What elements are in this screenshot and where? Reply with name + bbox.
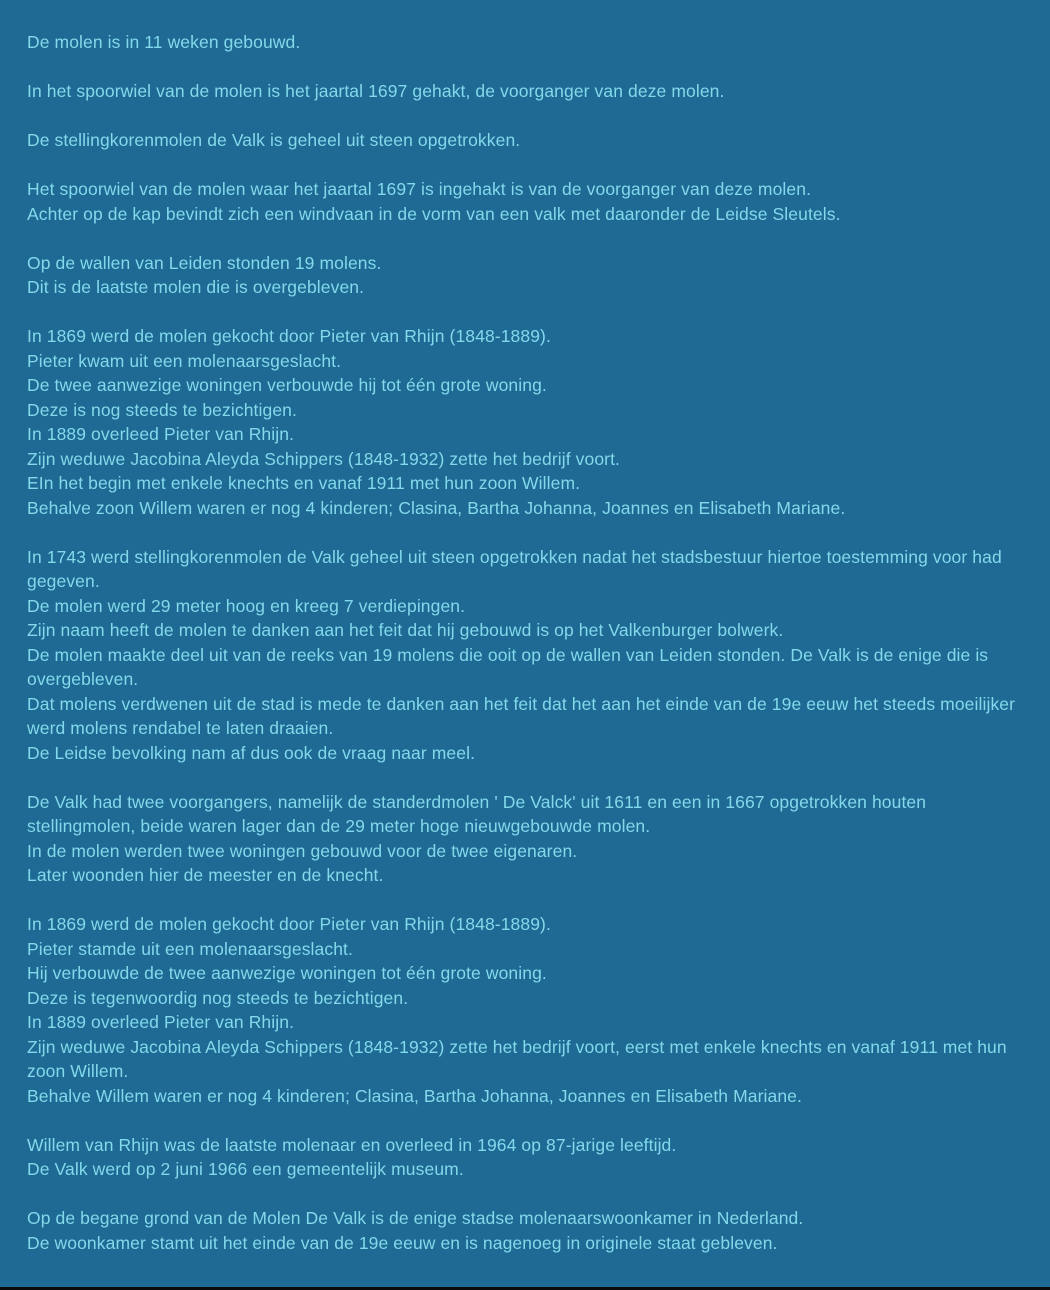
paragraph (27, 1206, 1023, 1255)
text-line: Dat molens verdwenen uit de stad is mede te danken aan het feit dat het aan het einde van de 19e eeuw het steeds moeilijker werd molens rendabel te laten draaien. (27, 693, 1016, 738)
text-line: De molen is in 11 weken gebouwd. (27, 32, 301, 52)
text-line: Deze is nog steeds te bezichtigen. (27, 399, 297, 420)
text-line: Behalve Willem waren er nog 4 kinderen; Clasina, Bartha Johanna, Joannes en Elisabeth Mariane. (27, 1085, 802, 1106)
text-line: Op de wallen van Leiden stonden 19 molens. (27, 252, 382, 273)
text-line: In de molen werden twee woningen gebouwd voor de twee eigenaren. (27, 840, 578, 861)
paragraph (27, 128, 1023, 153)
text-line: In 1869 werd de molen gekocht door Pieter van Rhijn (1848-1889). (27, 326, 551, 346)
text-line: Pieter kwam uit een molenaarsgeslacht. (27, 350, 342, 371)
text-line: De twee aanwezige woningen verbouwde hij tot één grote woning. (27, 375, 547, 395)
text-line: In het spoorwiel van de molen is het jaartal 1697 gehakt, de voorganger van deze molen. (27, 81, 725, 101)
paragraph (27, 790, 1023, 888)
text-line: EIn het begin met enkele knechts en vanaf 1911 met hun zoon Willem. (27, 473, 581, 493)
paragraph (27, 79, 1023, 104)
paragraph (27, 324, 1023, 520)
text-line: Deze is tegenwoordig nog steeds te bezichtigen. (27, 987, 409, 1008)
text-line: In 1889 overleed Pieter van Rhijn. (27, 424, 295, 444)
text-line: In 1743 werd stellingkorenmolen de Valk geheel uit steen opgetrokken nadat het stadsbestuur hiertoe toestemming voor had gegeven. (27, 546, 1002, 591)
paragraph (27, 1133, 1023, 1182)
text-line: In 1869 werd de molen gekocht door Pieter van Rhijn (1848-1889). (27, 914, 551, 934)
text-line: In 1889 overleed Pieter van Rhijn. (27, 1012, 295, 1032)
paragraph (27, 545, 1023, 766)
text-line: Zijn naam heeft de molen te danken aan het feit dat hij gebouwd is op het Valkenburger bolwerk. (27, 620, 784, 640)
text-line: Pieter stamde uit een molenaarsgeslacht. (27, 938, 353, 959)
paragraph (27, 30, 1023, 55)
text-line: Later woonden hier de meester en de knecht. (27, 865, 384, 885)
text-line: Het spoorwiel van de molen waar het jaartal 1697 is ingehakt is van de voorganger van deze molen. (27, 179, 812, 199)
text-line: Op de begane grond van de Molen De Valk is de enige stadse molenaarswoonkamer in Nederland. (27, 1208, 804, 1228)
text-line: De woonkamer stamt uit het einde van de 19e eeuw en is nagenoeg in originele staat gebleven. (27, 1232, 778, 1253)
paragraph (27, 177, 1023, 226)
text-line: De Valk werd op 2 juni 1966 een gemeentelijk museum. (27, 1159, 464, 1179)
text-line: De Valk had twee voorgangers, namelijk de standerdmolen ' De Valck' uit 1611 en een in 1667 opgetrokken houten stellingmolen, beide waren lager dan de 29 meter hoge nieuwgebouwde molen. (27, 791, 927, 836)
text-line: Zijn weduwe Jacobina Aleyda Schippers (1848-1932) zette het bedrijf voort, eerst met enkele knechts en vanaf 1911 met hun zoon Willem. (27, 1036, 1007, 1081)
text-line: Behalve zoon Willem waren er nog 4 kinderen; Clasina, Bartha Johanna, Joannes en Elisabeth Mariane. (27, 497, 846, 518)
text-line: De molen maakte deel uit van de reeks van 19 molens die ooit op de wallen van Leiden stonden. De Valk is de enige die is overgebleven. (27, 644, 989, 689)
text-line: De Leidse bevolking nam af dus ook de vraag naar meel. (27, 742, 476, 763)
text-line: Zijn weduwe Jacobina Aleyda Schippers (1848-1932) zette het bedrijf voort. (27, 448, 621, 469)
text-line: De molen werd 29 meter hoog en kreeg 7 verdiepingen. (27, 595, 466, 616)
text-line: Dit is de laatste molen die is overgebleven. (27, 277, 365, 297)
text-line: Willem van Rhijn was de laatste molenaar en overleed in 1964 op 87-jarige leeftijd. (27, 1134, 677, 1155)
paragraph (27, 251, 1023, 300)
text-line: Achter op de kap bevindt zich een windvaan in de vorm van een valk met daaronder de Leidse Sleutels. (27, 203, 841, 224)
text-line: Hij verbouwde de twee aanwezige woningen tot één grote woning. (27, 963, 547, 983)
paragraph (27, 912, 1023, 1108)
text-line: De stellingkorenmolen de Valk is geheel uit steen opgetrokken. (27, 130, 521, 150)
